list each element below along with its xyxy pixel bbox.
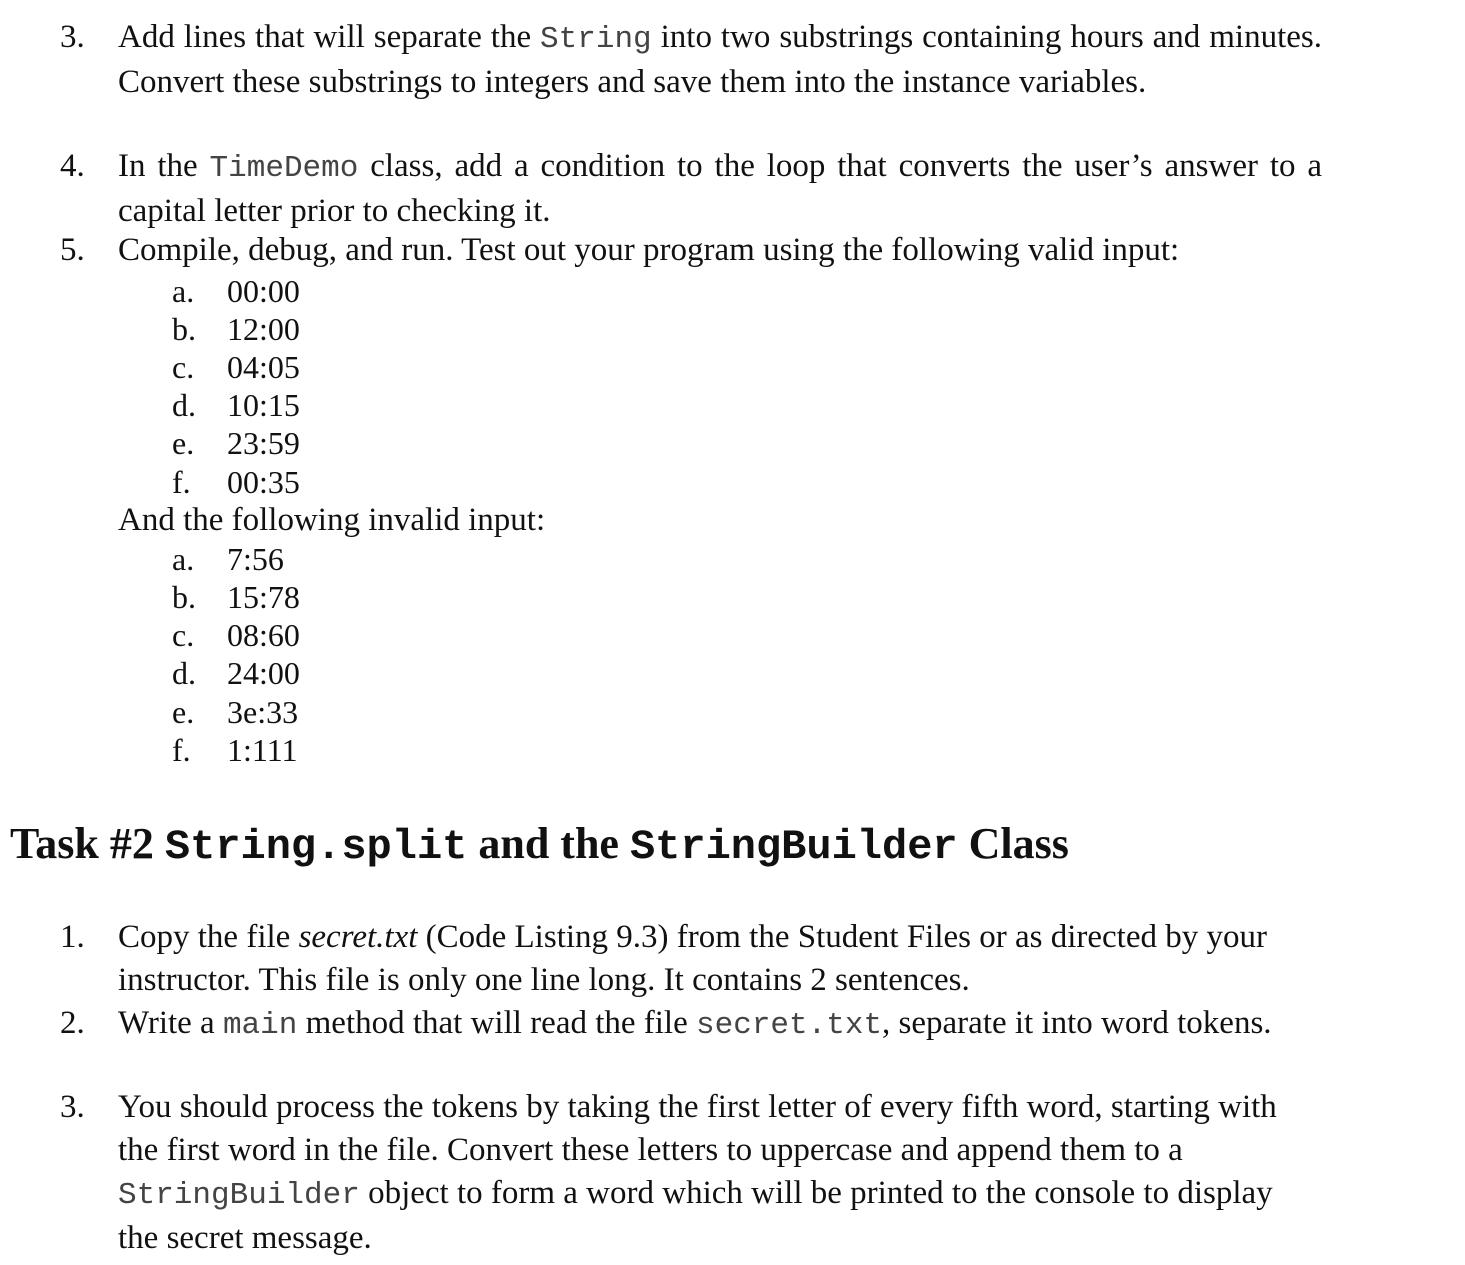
invalid-input-intro: And the following invalid input:: [118, 502, 546, 538]
code-stringbuilder-inline: StringBuilder: [118, 1178, 360, 1213]
list-item-text: Compile, debug, and run. Test out your program using the following valid input:: [118, 232, 1180, 268]
code-string-split: String.split: [164, 823, 468, 871]
list-number: 5.: [60, 232, 85, 268]
list-number: 1.: [60, 919, 85, 955]
list-item-text: Write a main method that will read the file secret.txt, separate it into word tokens.: [118, 1005, 1272, 1043]
invalid-input-f: f. 1:111: [172, 732, 298, 768]
task-2-heading: Task #2 String.split and the StringBuilder Class: [10, 819, 1069, 871]
list-item-text: In the TimeDemo class, add a condition to the loop that converts the user’s answer to a capital letter prior to checking it.: [118, 148, 1322, 229]
valid-input-f: f. 00:35: [172, 464, 300, 500]
code-string: String: [540, 22, 652, 57]
list-item-4: [60, 145, 1322, 233]
list-item-text: Copy the file secret.txt (Code Listing 9.3) from the Student Files or as directed by your instructor. This file is only one line long. It contains 2 sentences.: [118, 919, 1267, 998]
task2-list-item-3: [60, 1086, 1310, 1260]
list-number: 2.: [60, 1005, 85, 1041]
list-number: 4.: [60, 148, 85, 184]
invalid-input-b: b. 15:78: [172, 579, 300, 615]
invalid-input-e: e. 3e:33: [172, 694, 299, 730]
list-item-text: Add lines that will separate the String into two substrings containing hours and minutes. Convert these substrings to integers and save them into the instance variables.: [118, 19, 1322, 100]
valid-input-c: c. 04:05: [172, 349, 300, 385]
list-item-5: [60, 229, 1322, 272]
code-main: main: [222, 1008, 298, 1043]
code-secret-txt: secret.txt: [696, 1008, 883, 1043]
valid-input-b: b. 12:00: [172, 311, 300, 347]
list-item-text: You should process the tokens by taking the first letter of every fifth word, starting with the first word in the file. Convert these letters to uppercase and append them to a StringBuilder object to form a word which will be printed to the console to display the secret message.: [118, 1089, 1277, 1256]
list-number: 3.: [60, 19, 85, 55]
list-item-3: [60, 16, 1322, 104]
code-timedemo: TimeDemo: [209, 151, 359, 186]
valid-input-d: d. 10:15: [172, 387, 300, 423]
filename-secret-txt: secret.txt: [298, 919, 418, 955]
invalid-input-d: d. 24:00: [172, 655, 300, 691]
valid-input-a: a. 00:00: [172, 273, 300, 309]
invalid-input-c: c. 08:60: [172, 617, 300, 653]
list-number: 3.: [60, 1089, 85, 1125]
task2-list-item-1: [60, 916, 1310, 1002]
task2-list-item-2: [60, 1002, 1310, 1047]
code-stringbuilder: StringBuilder: [629, 823, 958, 871]
valid-input-e: e. 23:59: [172, 425, 300, 461]
invalid-input-a: a. 7:56: [172, 541, 284, 577]
